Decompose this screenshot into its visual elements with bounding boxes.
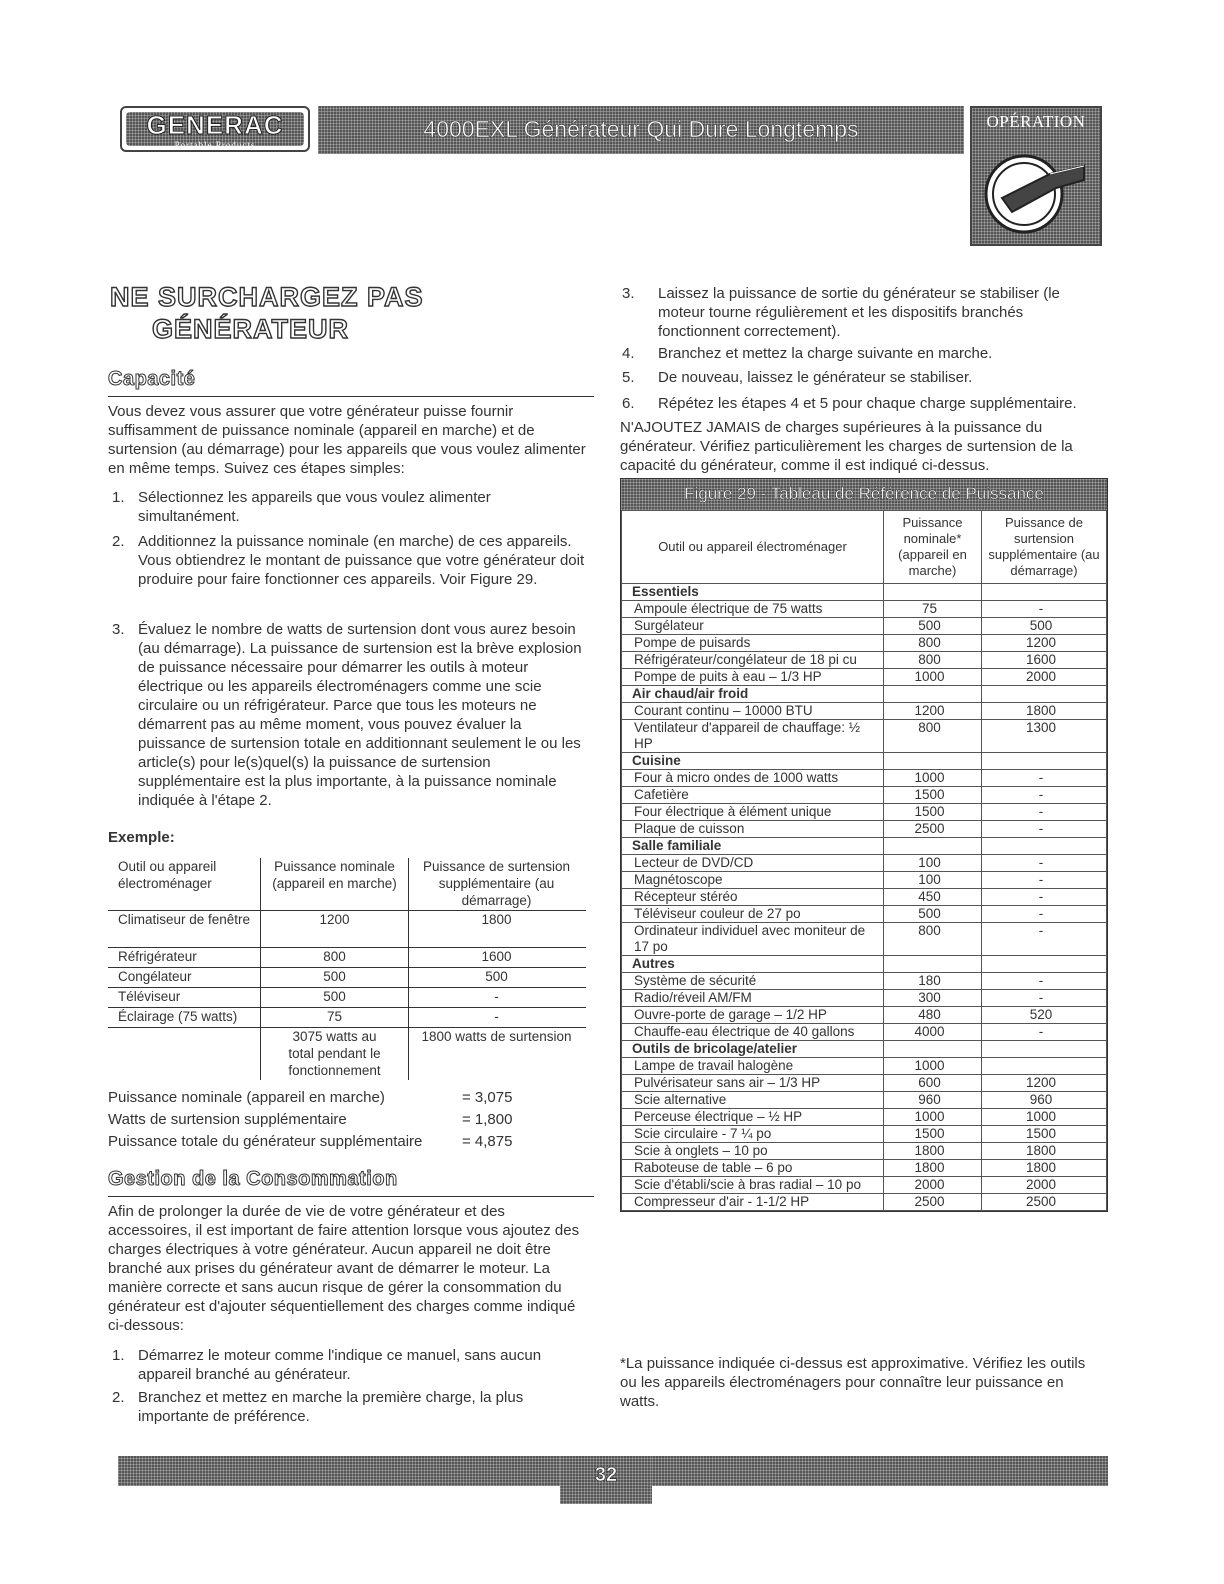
run-cell <box>884 838 982 855</box>
run-cell <box>884 753 982 770</box>
running-watts-cell: 1000 <box>884 1058 982 1075</box>
table-row <box>622 1058 1107 1075</box>
running-watts-cell: 500 <box>884 618 982 635</box>
table-cell: 800 <box>260 948 408 967</box>
tool-cell: Scie alternative <box>622 1092 884 1109</box>
table-row <box>622 601 1107 618</box>
surge-watts-cell: - <box>982 787 1107 804</box>
table-cell: Congélateur <box>118 969 192 984</box>
operation-label: OPÉRATION <box>986 112 1086 131</box>
running-watts-cell: 600 <box>884 1075 982 1092</box>
tool-cell: Ouvre-porte de garage – 1/2 HP <box>622 1007 884 1024</box>
running-watts-cell: 1000 <box>884 669 982 686</box>
table-row <box>622 855 1107 872</box>
table-row <box>108 968 586 988</box>
category-row <box>622 686 1107 703</box>
footnote: *La puissance indiquée ci-dessus est approximative. Vérifiez les outils ou les appareils électroménagers pour connaître leur puissance en watts. <box>620 1355 1086 1410</box>
surge-cell <box>982 1041 1107 1058</box>
tool-cell: Magnétoscope <box>622 872 884 889</box>
category-label: Cuisine <box>622 753 884 770</box>
table-row <box>622 703 1107 720</box>
table-cell: 1800 <box>408 911 584 947</box>
running-watts-cell: 800 <box>884 720 982 753</box>
table-row <box>622 1126 1107 1143</box>
total-line <box>108 1088 588 1110</box>
step-text: De nouveau, laissez le générateur se stabiliser. <box>658 369 973 386</box>
table-row <box>622 1194 1107 1211</box>
table-cell: - <box>408 1008 584 1027</box>
table-row <box>622 652 1107 669</box>
tool-cell: Réfrigérateur/congélateur de 18 pi cu <box>622 652 884 669</box>
gestion-heading: Gestion de la Consommation <box>108 1168 398 1190</box>
totals-block <box>108 1088 588 1154</box>
table-cell: 1600 <box>408 948 584 967</box>
tool-cell: Raboteuse de table – 6 po <box>622 1160 884 1177</box>
capacite-intro: Vous devez vous assurer que votre générateur puisse fournir suffisamment de puissance nominale (appareil en marche) et de surtension (au démarrage) pour les appareils que vous voulez alimenter en même temps. Suivez ces étapes simples: <box>108 403 586 477</box>
running-watts-cell: 1500 <box>884 787 982 804</box>
category-row <box>622 753 1107 770</box>
main-title-line2: GÉNÉRATEUR <box>152 314 350 344</box>
exemple-heading: Exemple: <box>108 829 175 846</box>
category-row <box>622 1041 1107 1058</box>
step-text: Branchez et mettez en marche la première charge, la plus importante de préférence. <box>138 1389 524 1425</box>
category-label: Outils de bricolage/atelier <box>622 1041 884 1058</box>
table-cell: 75 <box>260 1008 408 1027</box>
running-watts-cell: 450 <box>884 889 982 906</box>
header-cell: Puissance nominale* (appareil en marche) <box>884 511 982 584</box>
table-row <box>622 635 1107 652</box>
tool-cell: Chauffe-eau électrique de 40 gallons <box>622 1024 884 1041</box>
surge-watts-cell: 960 <box>982 1092 1107 1109</box>
table-row <box>622 720 1107 753</box>
tool-cell: Compresseur d'air - 1-1/2 HP <box>622 1194 884 1211</box>
run-cell <box>884 686 982 703</box>
surge-cell <box>982 956 1107 973</box>
table-row <box>622 618 1107 635</box>
header-cell: Outil ou appareil électroménager <box>118 859 217 891</box>
step-number: 3. <box>622 285 635 302</box>
running-watts-cell: 1000 <box>884 770 982 787</box>
total-line <box>108 1110 588 1132</box>
surge-cell <box>982 686 1107 703</box>
logo-brand: GENERAC <box>146 110 284 140</box>
table-cell: Réfrigérateur <box>118 949 197 964</box>
capacite-heading: Capacité <box>108 368 196 390</box>
step-text: Additionnez la puissance nominale (en marche) de ces appareils. Vous obtiendrez le montant de puissance que votre générateur doit produire pour faire fonctionner ces appareils. Voir Figure 29. <box>138 533 585 588</box>
total-value: = 1,800 <box>462 1111 513 1128</box>
tool-cell: Scie circulaire - 7 ¼ po <box>622 1126 884 1143</box>
running-watts-cell: 960 <box>884 1092 982 1109</box>
table-row <box>622 821 1107 838</box>
running-watts-cell: 4000 <box>884 1024 982 1041</box>
table-row <box>622 906 1107 923</box>
step-number: 4. <box>622 345 635 362</box>
header-cell: Puissance de surtension supplémentaire (au démarrage) <box>408 858 584 910</box>
surge-watts-cell: 2500 <box>982 1194 1107 1211</box>
table-row <box>622 1109 1107 1126</box>
table-row <box>622 1024 1107 1041</box>
header-cell: Puissance nominale (appareil en marche) <box>260 858 408 910</box>
surge-watts-cell: 2000 <box>982 669 1107 686</box>
surge-watts-cell: - <box>982 601 1107 618</box>
category-label: Autres <box>622 956 884 973</box>
total-label: Puissance nominale (appareil en marche) <box>108 1089 385 1106</box>
running-watts-cell: 800 <box>884 652 982 669</box>
surge-cell <box>982 753 1107 770</box>
surge-watts-cell: - <box>982 906 1107 923</box>
surge-watts-cell: - <box>982 990 1107 1007</box>
running-watts-cell: 100 <box>884 872 982 889</box>
running-watts-cell: 1500 <box>884 1126 982 1143</box>
surge-cell <box>982 584 1107 601</box>
figure-caption: Figure 29 - Tableau de Référence de Puissance <box>684 484 1044 503</box>
running-watts-cell: 1000 <box>884 1109 982 1126</box>
surge-watts-cell: 500 <box>982 618 1107 635</box>
step-number: 3. <box>112 621 125 638</box>
total-surge-cell: 1800 watts de surtension <box>408 1028 584 1080</box>
table-row <box>108 911 586 948</box>
surge-watts-cell: - <box>982 872 1107 889</box>
tool-cell: Scie à onglets – 10 po <box>622 1143 884 1160</box>
table-row <box>622 804 1107 821</box>
running-watts-cell: 100 <box>884 855 982 872</box>
table-row <box>622 1143 1107 1160</box>
surge-watts-cell: 1000 <box>982 1109 1107 1126</box>
table-cell: - <box>408 988 584 1007</box>
table-row <box>622 669 1107 686</box>
surge-watts-cell: - <box>982 804 1107 821</box>
total-value: = 3,075 <box>462 1089 513 1106</box>
table-row <box>622 1092 1107 1109</box>
tool-cell: Scie d'établi/scie à bras radial – 10 po <box>622 1177 884 1194</box>
operation-icon <box>972 136 1100 244</box>
tool-cell: Pompe de puits à eau – 1/3 HP <box>622 669 884 686</box>
table-cell: 500 <box>408 968 584 987</box>
tool-cell: Cafetière <box>622 787 884 804</box>
page-number-tab <box>560 1456 652 1504</box>
surge-watts-cell: 1200 <box>982 1075 1107 1092</box>
running-watts-cell: 1800 <box>884 1143 982 1160</box>
surge-cell <box>982 838 1107 855</box>
table-row <box>622 923 1107 956</box>
tool-cell: Téléviseur couleur de 27 po <box>622 906 884 923</box>
surge-watts-cell: - <box>982 923 1107 956</box>
table-row <box>108 1008 586 1028</box>
surge-watts-cell: 1800 <box>982 703 1107 720</box>
total-line <box>108 1132 588 1154</box>
figure-caption-bar <box>621 479 1107 510</box>
page-number: 32 <box>594 1464 618 1486</box>
surge-watts-cell: 1300 <box>982 720 1107 753</box>
category-label: Air chaud/air froid <box>622 686 884 703</box>
surge-watts-cell: 2000 <box>982 1177 1107 1194</box>
surge-watts-cell: 1600 <box>982 652 1107 669</box>
table-row <box>622 872 1107 889</box>
running-watts-cell: 300 <box>884 990 982 1007</box>
table-cell: 500 <box>260 988 408 1007</box>
power-reference-table <box>621 510 1107 1211</box>
table-row <box>622 1177 1107 1194</box>
gestion-intro: Afin de prolonger la durée de vie de votre générateur et des accessoires, il est important de faire attention lorsque vous ajoutez des charges électriques à votre générateur. Aucun appareil ne doit être branché aux prises du générateur avant de démarrer le moteur. La manière correcte et sans aucun risque de gérer la consommation du générateur est d'ajouter séquentiellement des charges comme indiqué ci-dessous: <box>108 1203 580 1334</box>
table-row <box>622 770 1107 787</box>
operation-section-tab <box>970 106 1102 246</box>
figure-29-table <box>620 478 1108 1212</box>
step-text: Répétez les étapes 4 et 5 pour chaque charge supplémentaire. <box>658 395 1077 412</box>
run-cell <box>884 956 982 973</box>
run-cell <box>884 584 982 601</box>
tool-cell: Radio/réveil AM/FM <box>622 990 884 1007</box>
step-number: 2. <box>112 533 125 550</box>
surge-watts-cell: - <box>982 1024 1107 1041</box>
table-row <box>622 1160 1107 1177</box>
table-row <box>622 1007 1107 1024</box>
tool-cell: Ampoule électrique de 75 watts <box>622 601 884 618</box>
total-value: = 4,875 <box>462 1133 513 1150</box>
category-label: Essentiels <box>622 584 884 601</box>
example-table <box>108 858 586 1080</box>
tool-cell: Ventilateur d'appareil de chauffage: ½ HP <box>622 720 884 753</box>
category-label: Salle familiale <box>622 838 884 855</box>
gestion-rule <box>108 1196 594 1197</box>
table-total-row <box>108 1028 586 1080</box>
tool-cell: Ordinateur individuel avec moniteur de 17 po <box>622 923 884 956</box>
total-label: Puissance totale du générateur supplémentaire <box>108 1133 423 1150</box>
running-watts-cell: 1200 <box>884 703 982 720</box>
step-number: 1. <box>112 1347 125 1364</box>
step-number: 2. <box>112 1389 125 1406</box>
table-row <box>108 988 586 1008</box>
example-table-header <box>108 858 586 911</box>
table-row <box>622 787 1107 804</box>
capacite-rule <box>108 396 594 397</box>
table-row <box>622 1075 1107 1092</box>
table-row <box>108 948 586 968</box>
generac-logo <box>120 106 310 152</box>
category-row <box>622 584 1107 601</box>
running-watts-cell: 500 <box>884 906 982 923</box>
header-title: 4000EXL Générateur Qui Dure Longtemps <box>423 116 859 142</box>
surge-watts-cell: - <box>982 889 1107 906</box>
table-row <box>622 990 1107 1007</box>
running-watts-cell: 2000 <box>884 1177 982 1194</box>
step-number: 5. <box>622 369 635 386</box>
step-text: Sélectionnez les appareils que vous voulez alimenter simultanément. <box>138 489 491 525</box>
category-row <box>622 838 1107 855</box>
running-watts-cell: 1800 <box>884 1160 982 1177</box>
running-watts-cell: 2500 <box>884 1194 982 1211</box>
logo-subtitle: Portable Products <box>174 140 256 150</box>
tool-cell: Perceuse électrique – ½ HP <box>622 1109 884 1126</box>
table-cell: Climatiseur de fenêtre <box>118 912 251 927</box>
tool-cell: Four à micro ondes de 1000 watts <box>622 770 884 787</box>
header-cell: Outil ou appareil électroménager <box>622 511 884 584</box>
step-text: Démarrez le moteur comme l'indique ce manuel, sans aucun appareil branché au générateur. <box>138 1347 542 1383</box>
table-cell: 500 <box>260 968 408 987</box>
surge-watts-cell: 1200 <box>982 635 1107 652</box>
surge-watts-cell <box>982 1058 1107 1075</box>
surge-watts-cell: - <box>982 973 1107 990</box>
total-running-cell: 3075 watts au total pendant le fonctionnement <box>260 1028 408 1080</box>
table-row <box>622 973 1107 990</box>
operation-tab-header <box>972 108 1100 136</box>
running-watts-cell: 480 <box>884 1007 982 1024</box>
surge-watts-cell: 1800 <box>982 1160 1107 1177</box>
tool-cell: Four électrique à élément unique <box>622 804 884 821</box>
tool-cell: Pompe de puisards <box>622 635 884 652</box>
tool-cell: Courant continu – 10000 BTU <box>622 703 884 720</box>
run-cell <box>884 1041 982 1058</box>
surge-watts-cell: 1500 <box>982 1126 1107 1143</box>
table-cell: Éclairage (75 watts) <box>118 1009 238 1024</box>
tool-cell: Surgélateur <box>622 618 884 635</box>
header-title-bar <box>318 106 964 154</box>
tool-cell: Système de sécurité <box>622 973 884 990</box>
tool-cell: Lecteur de DVD/CD <box>622 855 884 872</box>
surge-watts-cell: 1800 <box>982 1143 1107 1160</box>
category-row <box>622 956 1107 973</box>
running-watts-cell: 800 <box>884 923 982 956</box>
table-body <box>622 584 1107 1211</box>
tool-cell: Plaque de cuisson <box>622 821 884 838</box>
step-number: 6. <box>622 395 635 412</box>
tool-cell: Récepteur stéréo <box>622 889 884 906</box>
step-text: Laissez la puissance de sortie du générateur se stabiliser (le moteur tourne régulièrement et les dispositifs branchés fonctionnent correctement). <box>658 285 1060 340</box>
step-text: Branchez et mettez la charge suivante en marche. <box>658 345 993 362</box>
running-watts-cell: 800 <box>884 635 982 652</box>
running-watts-cell: 75 <box>884 601 982 618</box>
table-header-row <box>622 511 1107 584</box>
surge-watts-cell: - <box>982 855 1107 872</box>
surge-watts-cell: - <box>982 821 1107 838</box>
running-watts-cell: 180 <box>884 973 982 990</box>
surge-watts-cell: 520 <box>982 1007 1107 1024</box>
step-number: 1. <box>112 489 125 506</box>
header-cell: Puissance de surtension supplémentaire (au démarrage) <box>982 511 1107 584</box>
tool-cell: Lampe de travail halogène <box>622 1058 884 1075</box>
total-label: Watts de surtension supplémentaire <box>108 1111 347 1128</box>
main-title-line1: NE SURCHARGEZ PAS <box>110 282 424 312</box>
table-cell: Téléviseur <box>118 989 181 1004</box>
step-text: Évaluez le nombre de watts de surtension dont vous aurez besoin (au démarrage). La puissance de surtension est la brève explosion de puissance nécessaire pour démarrer les outils à moteur électrique ou les appareils électroménagers comme une scie circulaire ou un réfrigérateur. Parce que tous les moteurs ne démarrent pas au même moment, vous pouvez évaluer la puissance de surtension totale en additionnant seulement le ou les article(s) pour le(s)quel(s) la puissance de surtension supplémentaire est la plus importante, à la puissance nominale indiquée à l'étape 2. <box>138 621 582 809</box>
running-watts-cell: 2500 <box>884 821 982 838</box>
surge-watts-cell: - <box>982 770 1107 787</box>
warning-text: N'AJOUTEZ JAMAIS de charges supérieures à la puissance du générateur. Vérifiez particulièrement les charges de surtension de la capacité du générateur, comme il est indiqué ci-dessus. <box>620 419 1073 474</box>
table-row <box>622 889 1107 906</box>
table-cell: 1200 <box>260 911 408 947</box>
generator-pull-icon <box>972 136 1100 244</box>
running-watts-cell: 1500 <box>884 804 982 821</box>
tool-cell: Pulvérisateur sans air – 1/3 HP <box>622 1075 884 1092</box>
